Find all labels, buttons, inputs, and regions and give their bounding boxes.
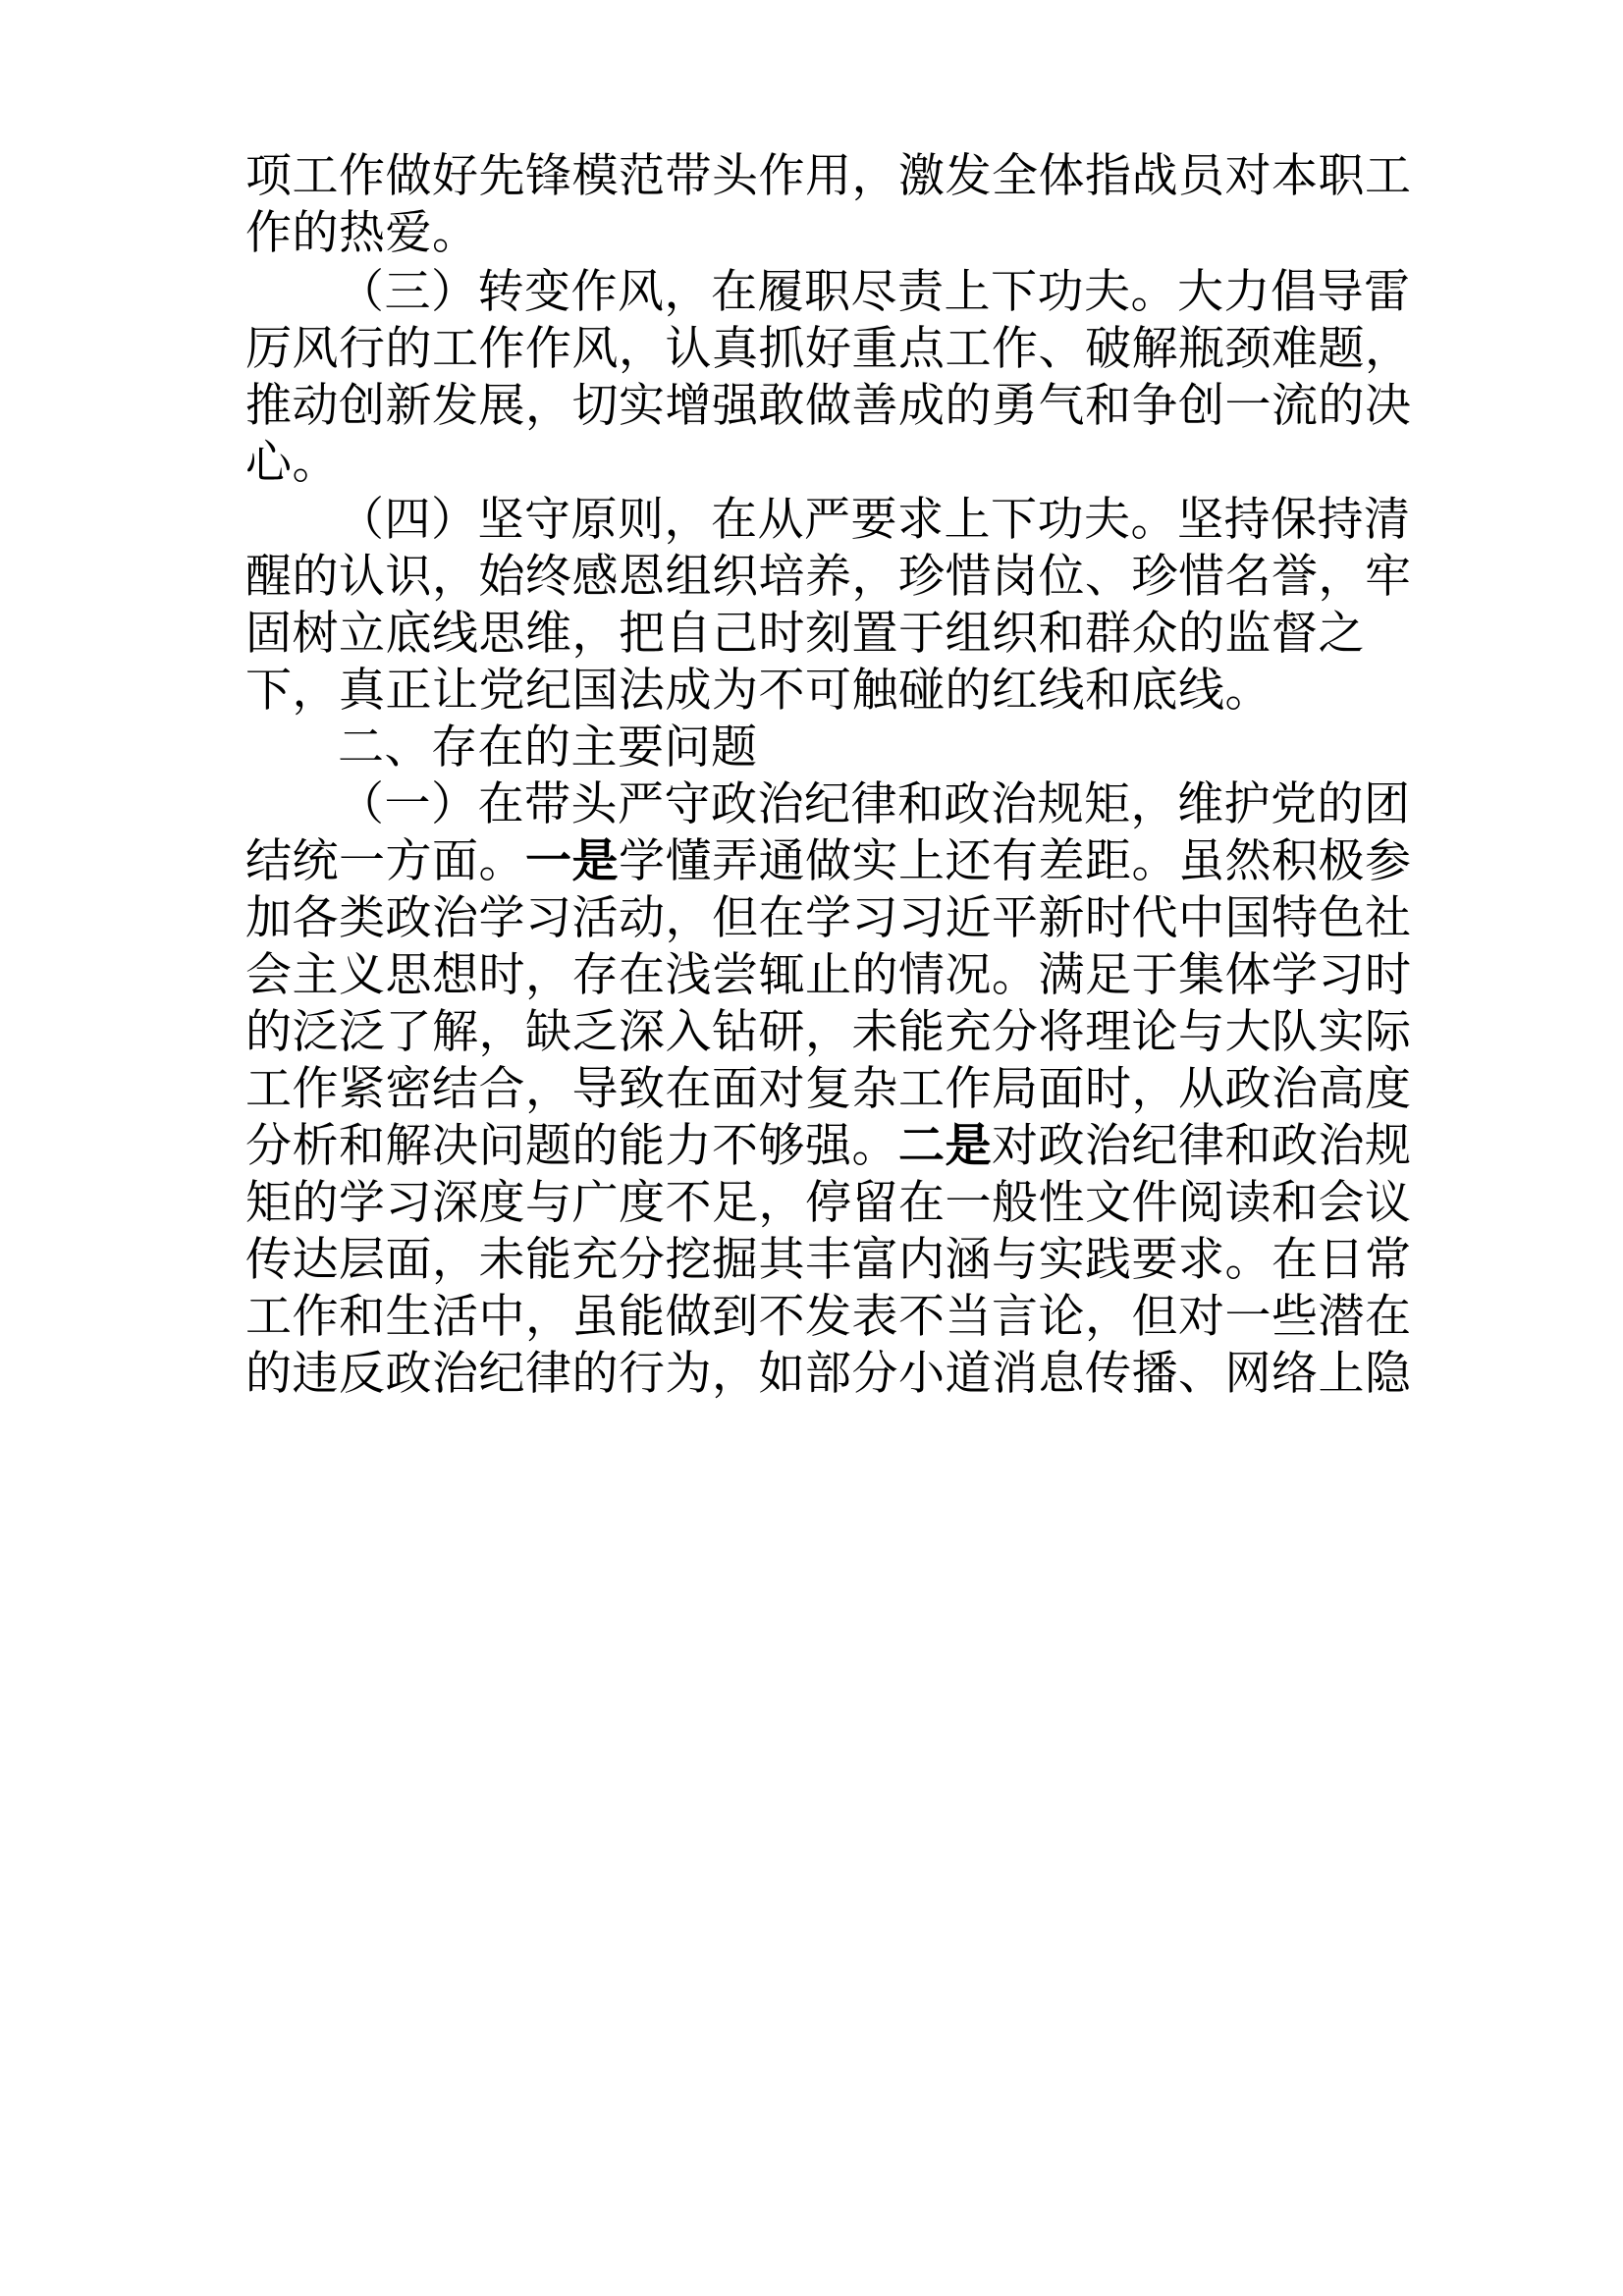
text-segment: 推动创新发展，切实增强敢做善成的勇气和争创一流的决 [245, 379, 1412, 433]
text-line [245, 434, 339, 493]
text-segment: 会主义思想时，存在浅尝辄止的情况。满足于集体学习时 [245, 948, 1412, 1002]
text-segment: 传达层面，未能充分挖掘其丰富内涵与实践要求。在日常 [245, 1233, 1412, 1287]
text-segment: 的违反政治纪律的行为，如部分小道消息传播、网络上隐 [245, 1347, 1412, 1401]
text-segment: （四）坚守原则，在从严要求上下功夫。坚持保持清 [338, 493, 1411, 547]
text-line [245, 1231, 1412, 1290]
section-heading-one [338, 775, 1411, 834]
text-segment: 项工作做好先锋模范带头作用，激发全体指战员对本职工 [245, 149, 1412, 203]
bold-marker: 二是 [898, 1119, 992, 1173]
text-segment: 结统一方面。 [245, 834, 525, 888]
text-segment: 下，真正让党纪国法成为不可触碰的红线和底线。 [245, 664, 1271, 718]
text-segment: 工作紧密结合，导致在面对复杂工作局面时，从政治高度 [245, 1062, 1412, 1116]
text-segment: 矩的学习深度与广度不足，停留在一般性文件阅读和会议 [245, 1176, 1412, 1230]
text-line [245, 605, 1365, 664]
text-segment: 固树立底线思维，把自己时刻置于组织和群众的监督之 [245, 607, 1365, 661]
section-heading-three [338, 263, 1411, 322]
text-line [245, 377, 1412, 436]
text-line [245, 832, 1412, 891]
text-line [245, 1003, 1412, 1062]
text-line [245, 662, 1271, 721]
text-segment: （一）在带头严守政治纪律和政治规矩，维护党的团 [338, 777, 1411, 831]
text-segment: 学懂弄通做实上还有差距。虽然积极参 [619, 834, 1412, 888]
text-segment: 对政治纪律和政治规 [992, 1119, 1412, 1173]
text-segment: 心。 [245, 436, 339, 490]
text-segment: 加各类政治学习活动，但在学习习近平新时代中国特色社 [245, 891, 1412, 945]
text-line [245, 548, 1412, 607]
text-segment: 的泛泛了解，缺乏深入钻研，未能充分将理论与大队实际 [245, 1005, 1412, 1059]
text-segment: 工作和生活中，虽能做到不发表不当言论，但对一些潜在 [245, 1290, 1412, 1344]
text-line [245, 1117, 1412, 1176]
text-segment: 厉风行的工作作风，认真抓好重点工作、破解瓶颈难题， [245, 322, 1412, 376]
text-line [245, 320, 1412, 379]
text-segment: 二、存在的主要问题 [338, 721, 758, 774]
text-line [245, 1060, 1412, 1119]
text-line [245, 1345, 1412, 1404]
text-segment: 醒的认识，始终感恩组织培养，珍惜岗位、珍惜名誉，牢 [245, 550, 1412, 604]
text-line [245, 147, 1412, 206]
text-segment: 分析和解决问题的能力不够强。 [245, 1119, 898, 1173]
chapter-heading [338, 719, 758, 777]
text-segment: 作的热爱。 [245, 206, 479, 260]
text-line [245, 889, 1412, 948]
text-line [245, 204, 479, 263]
section-heading-four [338, 491, 1411, 550]
text-segment: （三）转变作风，在履职尽责上下功夫。大力倡导雷 [338, 265, 1411, 319]
bold-marker: 一是 [525, 834, 619, 888]
text-line [245, 946, 1412, 1005]
text-line [245, 1174, 1412, 1233]
text-line [245, 1288, 1412, 1347]
